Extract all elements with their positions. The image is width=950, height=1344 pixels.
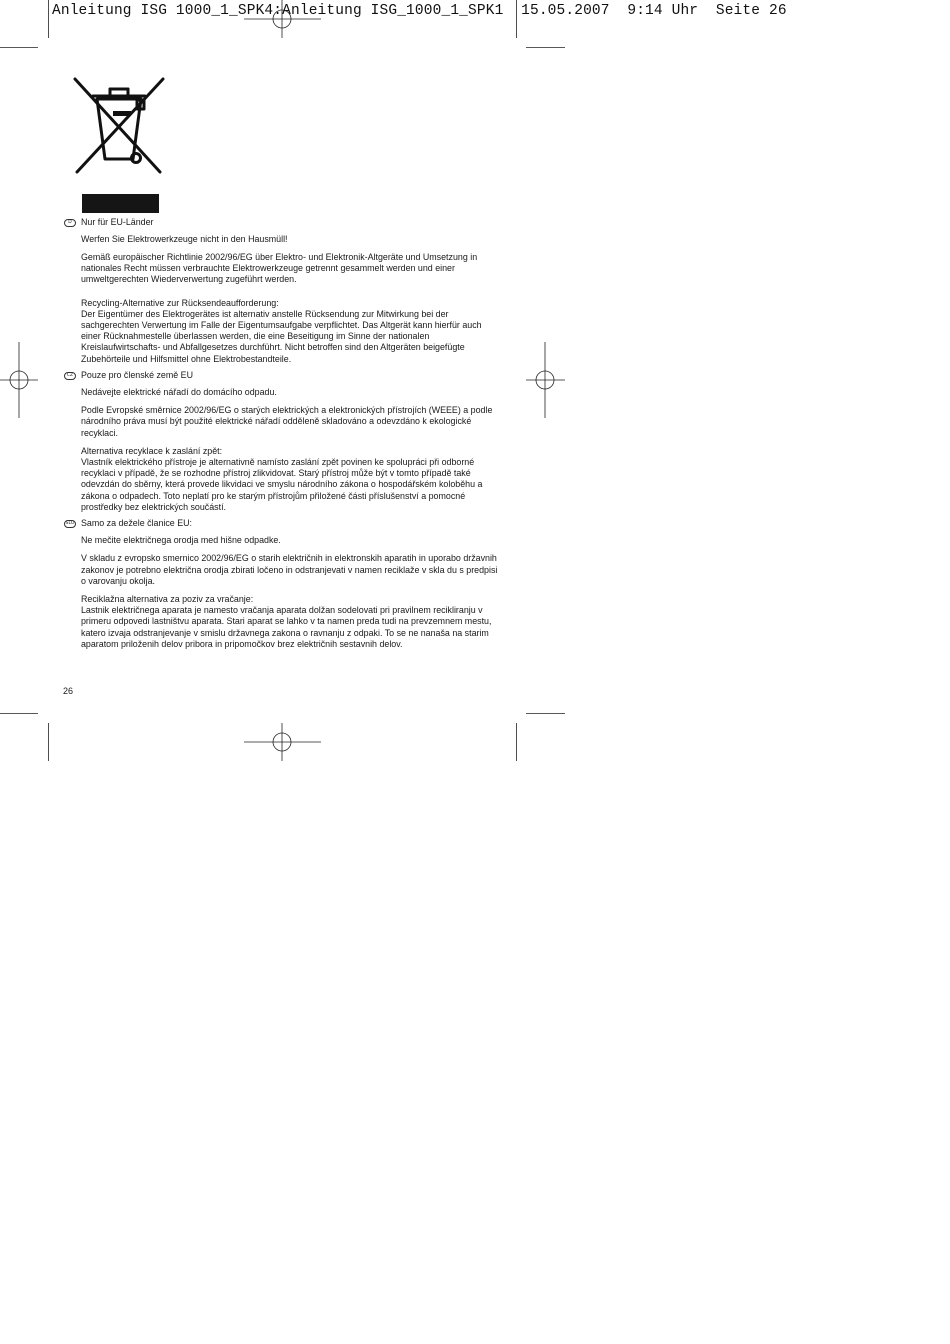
page-number: 26 [63, 686, 74, 696]
paragraph-cz-2: Podle Evropské směrnice 2002/96/EG o starých elektrických a elektronických přístrojích (WEEE) a podle národního práva musí být použité elektrické nářadí odděleně skladováno a odevzdáno k ekologické recyklaci. [81, 405, 493, 438]
disposal-notice [65, 217, 501, 650]
black-bar-separator [82, 194, 159, 213]
paragraph-cz-3: Alternativa recyklace k zaslání zpět: [81, 445, 223, 456]
paragraph-de-2: Gemäß europäischer Richtlinie 2002/96/EG über Elektro- und Elektronik-Altgeräte und Umsetzung in nationales Recht müssen verbrauchte Elektrowerkzeuge getrennt gesammelt werden und einer umweltgerechten Wiederverwertung zugeführt werden. [81, 251, 478, 285]
country-badge-slo: SLO [65, 521, 75, 527]
heading-text-cz: Pouze pro členské země EU [81, 370, 193, 381]
paragraph-slo-4: Lastnik električnega aparata je namesto vračanja aparata dolžan sodelovati pri pravilnem recikliranju v primeru odpovedi lastništvu aparata. Stari aparat se lahko v ta namen preda tudi na prevzemnem mestu, katero izvaja odstranjevanje v smislu državnega zakona o ravnanju z odpaki. To se ne nanaša na starim aparatom priloženih delov pribora in pripomočkov brez električnih sestavnih delov. [81, 605, 492, 649]
paragraph-cz-4: Vlastník elektrického přístroje je alternativně namísto zaslání zpět povinen ke spolupráci při odborné recyklaci v případě, že se rozhodne přístroj zlikvidovat. Starý přístroj může být v tomto případě také odevzdán do sběrny, která provede likvidaci ve smyslu národního zákona o hospodářském koloběhu a zákona o odpadech. Toto neplatí pro ke starým přístrojům přiložené části příslušenství a pomocné prostředky bez elektrických součástí. [81, 456, 483, 512]
section-heading-cz [66, 370, 501, 381]
paragraph-slo-1: Ne mečite električnega orodja med hišne odpadke. [81, 535, 281, 546]
paragraph-slo-3: Reciklažna alternativa za poziv za vračanje: [81, 593, 254, 604]
section-heading-slo [65, 518, 501, 529]
heading-text-slo: Samo za dežele članice EU: [81, 518, 192, 529]
paragraph-de-1: Werfen Sie Elektrowerkzeuge nicht in den Hausmüll! [81, 233, 288, 244]
paragraph-slo-2: V skladu z evropsko smernico 2002/96/EG o starih električnih in elektronskih aparatih in uporabo državnih zakonov je potrebno električna orodja zbirati ločeno in odstranjevati v namen reciklaže v skla du s predpisi o varovanju okolja. [81, 553, 498, 586]
paragraph-cz-1: Nedávejte elektrické nářadí do domácího odpadu. [81, 386, 277, 397]
section-heading-de [68, 217, 501, 228]
weee-crossed-bin-icon [72, 76, 166, 176]
heading-text-de: Nur für EU-Länder [81, 217, 154, 227]
country-badge-de: D [64, 219, 76, 227]
paragraph-de-3: Recycling-Alternative zur Rücksendeaufforderung: [81, 297, 279, 308]
print-slug: Anleitung ISG 1000_1_SPK4:Anleitung ISG_1000_1_SPK1 15.05.2007 9:14 Uhr Seite 26 [52, 3, 787, 19]
country-badge-cz: CZ [64, 372, 76, 380]
paragraph-de-4: Der Eigentümer des Elektrogerätes ist alternativ anstelle Rücksendung zur Mitwirkung bei der sachgerechten Verwertung im Falle der Eigentumsaufgabe verpflichtet. Das Altgerät kann hierfür auch einer Rücknahmestelle überlassen werden, die eine Beseitigung im Sinne der nationalen Kreislaufwirtschafts- und Abfallgesetzes durchführt. Nicht betroffen sind den Altgeräten beigefügte Zubehörteile und Hilfsmittel ohne Elektrobestandteile. [81, 308, 482, 364]
